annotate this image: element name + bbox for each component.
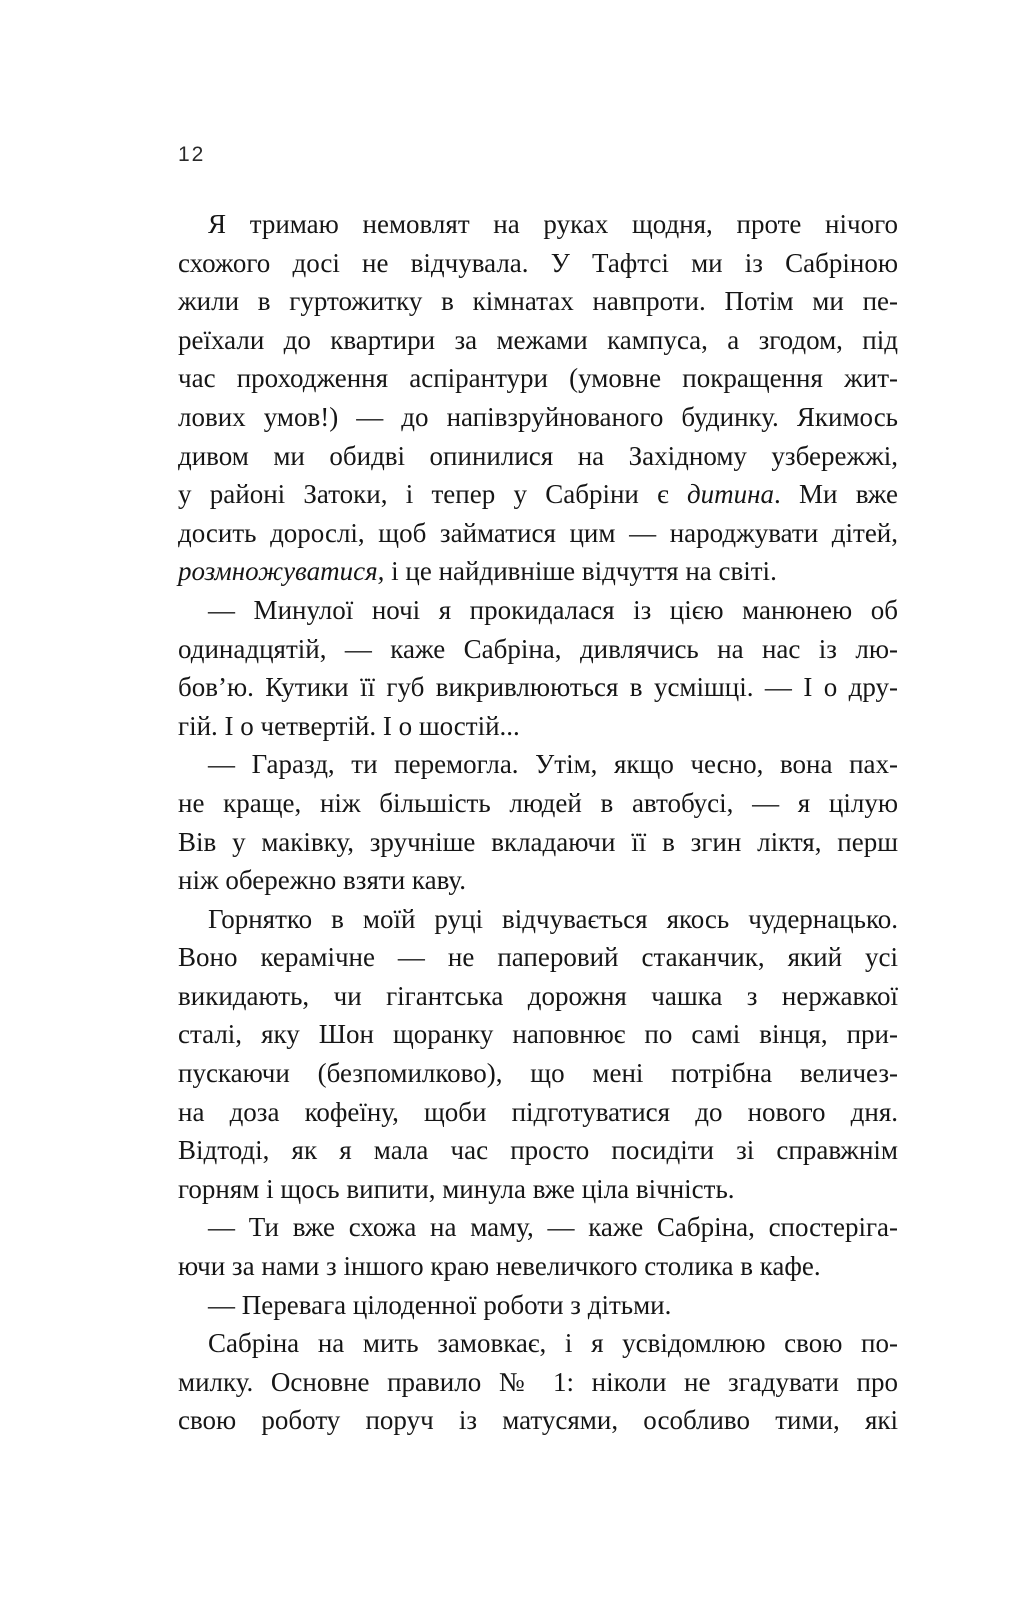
text-segment: і це найдивніше відчуття на світі. <box>384 556 777 587</box>
page-number: 12 <box>178 143 206 166</box>
text-segment: — Перевага цілоденної роботи з дітьми. <box>208 1289 672 1320</box>
text-line <box>178 1131 898 1170</box>
text-line <box>178 398 898 437</box>
text-line <box>178 1054 898 1093</box>
text-segment: Вів у маківку, зручніше вкладаючи її в згин ліктя, перш <box>178 826 898 857</box>
text-segment: свою роботу поруч із матусями, особливо тими, які <box>178 1405 898 1436</box>
text-segment: — Гаразд, ти перемогла. Утім, якщо чесно, вона пах- <box>208 749 898 780</box>
text-segment: схожого досі не відчувала. У Тафтсі ми із Сабріною <box>178 247 898 278</box>
text-segment: милку. Основне правило № 1: ніколи не згадувати про <box>178 1366 898 1397</box>
text-line <box>178 1286 898 1325</box>
text-line <box>178 552 898 591</box>
text-line <box>178 630 898 669</box>
text-segment: — Минулої ночі я прокидалася із цією манюнею об <box>208 594 898 625</box>
text-line <box>178 1015 898 1054</box>
text-segment: Я тримаю немовлят на руках щодня, проте нічого <box>208 209 898 239</box>
text-line <box>178 205 898 244</box>
text-segment: пускаючи (безпомилково), що мені потрібна величез- <box>178 1058 898 1089</box>
text-line <box>178 1324 898 1363</box>
text-line <box>178 321 898 360</box>
text-line <box>178 861 898 900</box>
text-segment: горням і щось випити, минула вже ціла вічність. <box>178 1173 735 1204</box>
text-segment: гій. І о четвертій. І о шостій... <box>178 710 520 741</box>
text-segment: ючи за нами з іншого краю невеличкого столика в кафе. <box>178 1251 821 1282</box>
text-line <box>178 1363 898 1402</box>
text-segment: Відтоді, як я мала час просто посидіти зі справжнім <box>178 1135 898 1166</box>
text-segment: Горнятко в моїй руці відчувається якось чудернацько. <box>208 903 898 934</box>
text-line <box>178 437 898 476</box>
text-line <box>178 784 898 823</box>
text-line <box>178 1208 898 1247</box>
text-line <box>178 244 898 283</box>
text-segment: ніж обережно взяти каву. <box>178 865 466 896</box>
italic-text: розмножуватися, <box>178 556 385 587</box>
text-segment: одинадцятій, — каже Сабріна, дивлячись на нас із лю- <box>178 633 898 664</box>
text-segment: — Ти вже схожа на маму, — каже Сабріна, спостерігa- <box>208 1212 898 1243</box>
text-segment: досить дорослі, щоб займатися цим — народжувати дітей, <box>178 517 898 548</box>
text-line <box>178 282 898 321</box>
text-line <box>178 745 898 784</box>
text-segment: сталі, яку Шон щоранку наповнює по самі вінця, при- <box>178 1019 898 1050</box>
text-line <box>178 1170 898 1209</box>
text-segment: дивом ми обидві опинилися на Західному узбережжі, <box>178 440 898 471</box>
text-line <box>178 668 898 707</box>
italic-text: дитина <box>686 479 775 510</box>
text-segment: викидають, чи гігантська дорожня чашка з нержавкої <box>178 980 898 1011</box>
text-segment: Сабріна на мить замовкає, і я усвідомлюю свою по- <box>208 1328 898 1359</box>
text-segment: реїхали до квартири за межами кампуса, а згодом, під <box>178 324 898 355</box>
text-line <box>178 1247 898 1286</box>
text-segment: лових умов!) — до напівзруйнованого будинку. Якимось <box>178 401 898 432</box>
text-line <box>178 514 898 553</box>
text-line <box>178 707 898 746</box>
text-segment: . Ми вже <box>774 479 898 510</box>
text-segment: на доза кофеїну, щоби підготуватися до нового дня. <box>178 1096 898 1127</box>
body-text <box>178 205 898 1440</box>
text-line <box>178 1093 898 1132</box>
text-segment: не краще, ніж більшість людей в автобусі, — я цілую <box>178 787 898 818</box>
text-line <box>178 900 898 939</box>
text-line <box>178 938 898 977</box>
text-segment: час проходження аспірантури (умовне покращення жит- <box>178 363 898 394</box>
text-segment: у районі Затоки, і тепер у Сабріни є <box>178 479 687 510</box>
text-line <box>178 823 898 862</box>
text-line <box>178 977 898 1016</box>
text-segment: Воно керамічне — не паперовий стаканчик, який усі <box>178 942 898 973</box>
text-line <box>178 1401 898 1440</box>
text-line <box>178 475 898 514</box>
text-line <box>178 591 898 630</box>
text-segment: бов’ю. Кутики її губ викривлюються в усмішці. — І о дру- <box>178 672 898 703</box>
text-line <box>178 359 898 398</box>
text-segment: жили в гуртожитку в кімнатах навпроти. Потім ми пе- <box>178 286 898 317</box>
